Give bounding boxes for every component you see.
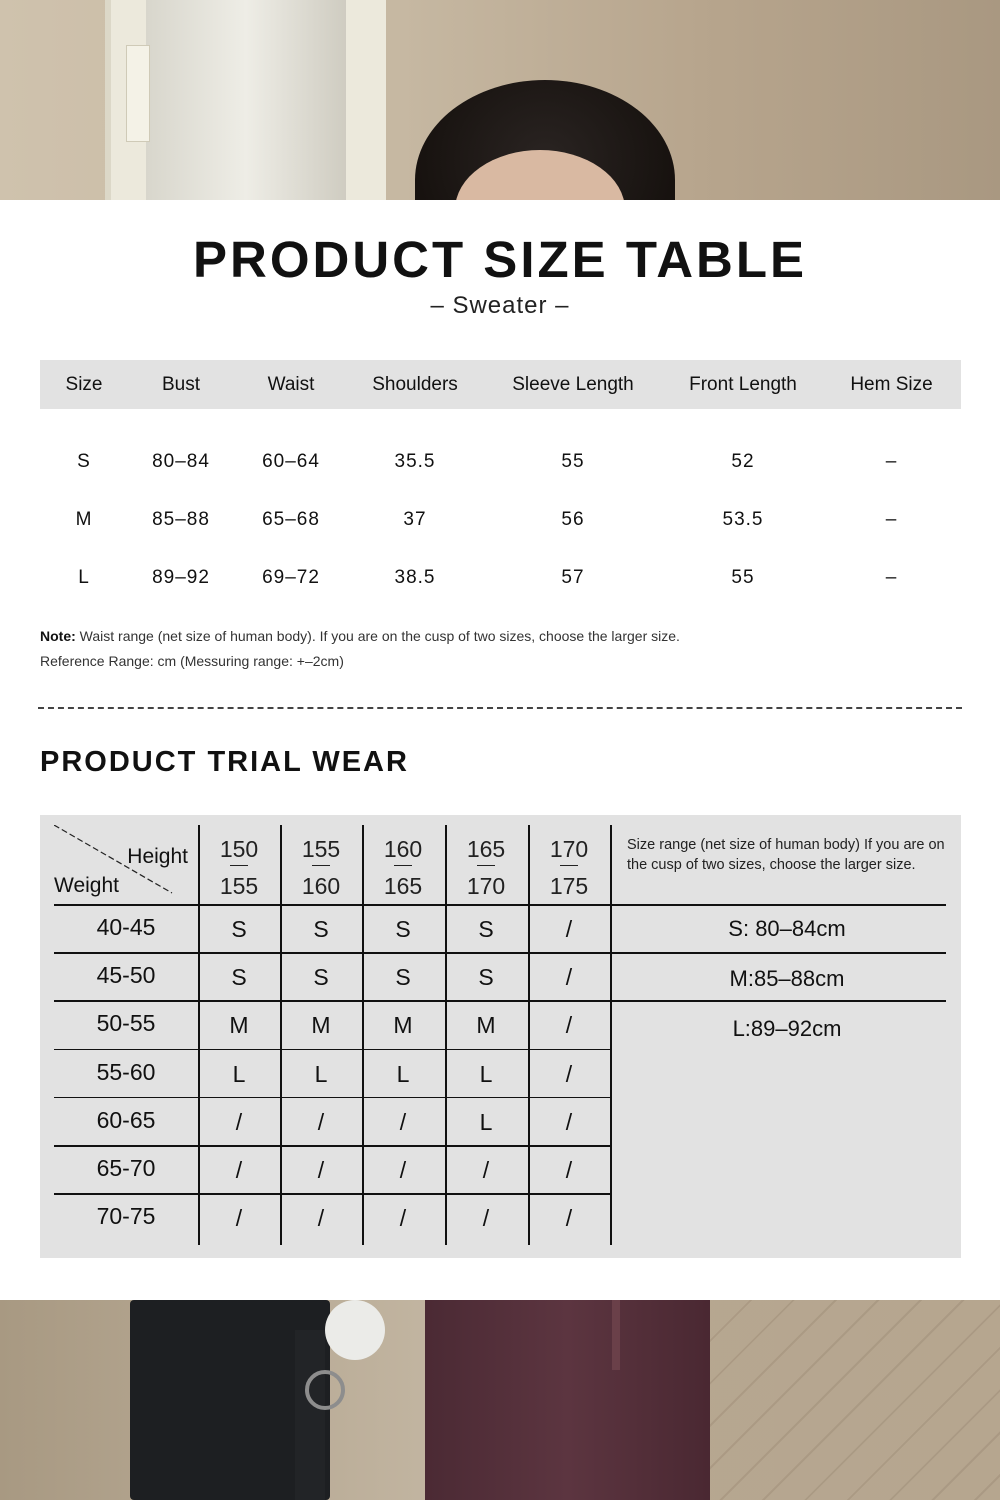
grid-line [54,1000,946,1002]
weight-row-label: 50-55 [96,1010,156,1037]
table-cell: 89–92 [152,567,210,588]
size-recommendation-cell: L [232,1060,246,1087]
size-recommendation-cell: / [235,1157,243,1183]
size-recommendation-cell: S [231,964,247,991]
background-photo-top [0,0,1000,200]
table-cell: 57 [561,567,585,588]
size-chart-panel [0,200,1000,1300]
weight-row-label: 40-45 [96,914,156,940]
weight-row-label: 45-50 [96,962,156,989]
size-table-header-row [40,360,961,409]
size-recommendation-cell: / [317,1108,325,1135]
table-row [40,549,961,607]
height-column-header [528,831,610,905]
height-column-header [198,831,280,905]
range-separator [394,865,412,866]
column-header: Front Length [689,373,797,395]
size-recommendation-cell: S [313,964,329,991]
trial-wear-title: PRODUCT TRIAL WEAR [40,746,409,778]
grid-line [54,1145,610,1147]
size-recommendation-cell: / [565,1157,573,1183]
height-label: Height [127,845,188,868]
column-header: Waist [267,373,315,395]
size-recommendation-cell: / [235,1205,243,1232]
table-cell: – [885,567,898,588]
column-header: Shoulders [372,373,458,395]
height-from: 170 [549,836,589,862]
size-recommendation-cell: / [482,1205,490,1232]
background-photo-bottom [0,1300,1000,1500]
height-to: 170 [466,873,506,899]
table-cell: – [885,509,898,530]
reference-range: Reference Range: cm (Messuring range: +–2cm) [40,653,344,669]
grid-line [54,952,946,954]
size-recommendation-cell: / [565,1060,573,1087]
column-header: Sleeve Length [512,373,634,395]
size-recommendation-cell: / [317,1157,325,1183]
size-recommendation-cell: / [399,1205,407,1232]
table-cell: M [75,509,93,530]
floor-image [710,1300,1000,1500]
column-header: Bust [161,373,201,395]
size-table [40,360,961,607]
height-from: 150 [219,836,259,862]
column-header: Size [65,373,103,395]
table-cell: 55 [561,451,585,472]
size-recommendation-cell: L [396,1060,410,1087]
size-recommendation-cell: M [229,1012,249,1039]
table-cell: – [885,451,898,472]
table-cell: 60–64 [262,451,320,472]
bust-size-range: M:85–88cm [729,966,845,991]
table-cell: 38.5 [394,567,436,588]
size-recommendation-cell: / [399,1157,407,1183]
size-recommendation-cell: L [479,1108,493,1135]
table-row [40,409,961,491]
trial-wear-table [40,815,961,1258]
weight-row-label: 55-60 [96,1058,156,1085]
height-to: 160 [301,873,341,899]
height-to: 175 [549,873,589,899]
height-from: 155 [301,836,341,862]
bust-size-range: L:89–92cm [732,1016,842,1041]
weight-row-label: 65-70 [96,1155,156,1181]
size-recommendation-cell: / [565,1108,573,1135]
table-cell: 35.5 [394,451,436,472]
size-recommendation-cell: S [395,916,411,942]
grid-line [54,904,946,906]
weight-row-label: 70-75 [96,1203,156,1230]
table-cell: 65–68 [262,509,320,530]
height-from: 160 [383,836,423,862]
size-recommendation-cell: L [314,1060,328,1087]
weight-row-label: 60-65 [96,1106,156,1133]
height-to: 155 [219,873,259,899]
size-recommendation-cell: / [482,1157,490,1183]
size-recommendation-cell: S [395,964,411,991]
size-recommendation-cell: M [393,1012,413,1039]
page-title: PRODUCT SIZE TABLE [192,231,808,288]
range-separator [560,865,578,866]
height-from: 165 [466,836,506,862]
table-cell: 52 [731,451,755,472]
grid-line [54,1049,610,1051]
table-row [40,491,961,549]
size-recommendation-cell: S [231,916,247,942]
table-cell: 69–72 [262,567,320,588]
column-header: Hem Size [850,373,933,395]
size-recommendation-cell: S [478,964,494,991]
size-note [40,624,680,674]
grid-line [54,1193,610,1195]
size-recommendation-cell: L [479,1060,493,1087]
height-column-header [280,831,362,905]
size-recommendation-cell: M [311,1012,331,1039]
weight-label: Weight [54,874,119,897]
size-recommendation-cell: / [565,916,573,942]
size-recommendation-cell: / [317,1205,325,1232]
door-image [105,0,386,200]
bust-size-range: S: 80–84cm [728,916,846,941]
range-separator [230,865,248,866]
table-cell: 56 [561,509,585,530]
table-cell: 53.5 [722,509,764,530]
height-to: 165 [383,873,423,899]
range-separator [477,865,495,866]
hinge-image [126,45,150,142]
grid-line [54,1097,610,1099]
table-cell: 80–84 [152,451,210,472]
size-recommendation-cell: / [235,1108,243,1135]
height-column-header [445,831,527,905]
table-cell: 85–88 [152,509,210,530]
page-subtitle: – Sweater – [430,292,570,319]
table-corner-header [54,825,196,905]
table-cell: S [77,451,91,472]
height-column-header [362,831,444,905]
table-cell: L [78,567,90,588]
size-recommendation-cell: / [565,964,573,991]
note-label: Note: [40,628,76,644]
size-recommendation-cell: S [478,916,494,942]
size-recommendation-cell: / [399,1108,407,1135]
range-separator [312,865,330,866]
table-cell: 37 [403,509,427,530]
size-recommendation-cell: M [476,1012,496,1039]
size-range-note: Size range (net size of human body) If you are on the cusp of two sizes, choose the larger size. [627,837,945,873]
size-recommendation-cell: S [313,916,329,942]
model-pants-image [425,1300,710,1500]
table-cell: 55 [731,567,755,588]
dashed-divider [38,707,962,709]
size-recommendation-cell: / [565,1205,573,1232]
size-recommendation-cell: / [565,1012,573,1039]
note-text: Waist range (net size of human body). If you are on the cusp of two sizes, choose the larger size. [75,628,680,644]
